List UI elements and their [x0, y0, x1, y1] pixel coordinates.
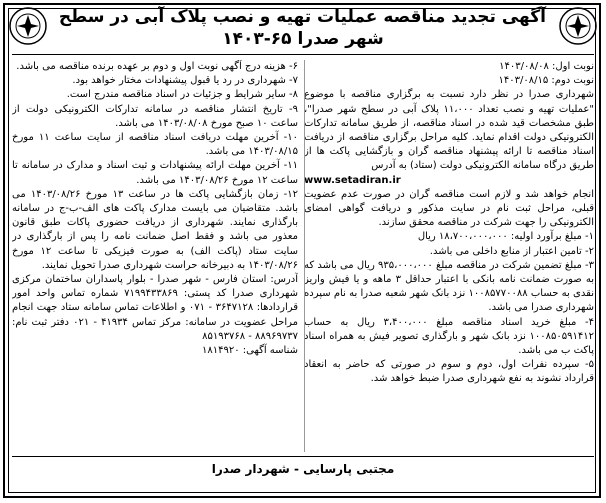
clause-7-acceptance: ۷- شهرداری در رد یا قبول پیشنهادات مختار خواهد بود. — [72, 75, 298, 87]
clause-5-deposit-forfeit: ۵- سپرده نفرات اول، دوم و سوم در صورتی که حاضر به انعقاد قرارداد نشوند به نفع شهرداری صدرا ضبط خواهد شد. — [304, 359, 594, 385]
contact-address: آدرس: استان فارس - شهر صدرا - بلوار پاسداران ساختمان مرکزی شهرداری صدرا کد پستی: ۷۱۹۹۴۳۳۸۶۹ شماره تماس واحد امور قراردادها: ۳۶۴۷۱۲۸ - ۰۷۱ و اطلاعات تماس سامانه ستاد جهت انجام مراحل عضویت در سامانه: مرکز تماس ۴۱۹۳۴ - ۰۲۱ دفتر ثبت نام: ۸۸۹۶۹۷۳۷ - ۸۵۱۹۳۷۶۸ — [12, 274, 298, 342]
clause-10-deadline-docs: ۱۰- آخرین مهلت دریافت اسناد مناقصه از سایت ساعت ۱۱ مورخ ۱۴۰۳/۰۸/۱۵ می باشد. — [12, 132, 298, 158]
column-separator — [304, 60, 305, 452]
clause-4-documents-fee: ۴- مبلغ خرید اسناد مناقصه مبلغ ۳،۴۰۰،۰۰۰ ریال به حساب ۱۰۰۸۵۰۵۹۱۴۱۲ نزد بانک شهر و بارگذاری تصویر فیش به همراه اسناد پاکت ب می باشد. — [304, 316, 594, 357]
clause-2-funding: ۲- تامین اعتبار از منابع داخلی می باشد. — [429, 245, 594, 257]
second-publication-date: نوبت دوم: ۱۴۰۳/۰۸/۱۵ — [498, 75, 594, 87]
notice-title-line-2: شهر صدرا ۶۵-۱۴۰۳ — [222, 29, 384, 49]
notice-intro: شهرداری صدرا در نظر دارد نسبت به برگزاری مناقصه با موضوع "عملیات تهیه و نصب تعداد ۱۱،۰۰۰ پلاک آبی در سطح شهر صدرا"، طبق مشخصات قید شده در اسناد مناقصه، از طریق سامانه تدارکات الکترونیکی دولت اقدام نماید. کلیه مراحل برگزاری مناقصه از دریافت اسناد مناقصه تا ارائه پیشنهاد مناقصه گران و بازگشایی پاکت ها از طریق درگاه سامانه الکترونیکی دولت (ستاد) به آدرس — [304, 89, 594, 172]
clause-8-details: ۸- سایر شرایط و جزئیات در اسناد مناقصه مندرج است. — [66, 89, 298, 101]
clause-1-estimate: ۱- مبلغ برآورد اولیه: ۱۸،۷۰۰،۰۰۰،۰۰۰ ریال — [417, 231, 594, 243]
clause-3-guarantee: ۳- مبلغ تضمین شرکت در مناقصه مبلغ ۹۳۵،۰۰۰،۰۰۰ ریال می باشد که به صورت ضمانت نامه بانکی با اعتبار حداقل ۳ ماهه و یا فیش واریز نقدی به حساب ۱۰۰۸۵۷۷۰۰۸۸ نزد بانک شهر شعبه صدرا به نام سپرده شهرداری صدرا می باشد. — [304, 259, 594, 314]
notice-left-column — [12, 60, 298, 452]
clause-11-deadline-bids: ۱۱- آخرین مهلت ارائه پیشنهادات و ثبت اسناد و مدارک در سامانه تا ساعت ۱۲ مورخ ۱۴۰۳/۰۸/۲۶ می باشد. — [12, 160, 298, 186]
municipality-emblem-icon — [8, 6, 48, 46]
clause-9-publication: ۹- تاریخ انتشار مناقصه در سامانه تدارکات الکترونیکی دولت از ساعت ۱۰ صبح مورخ ۱۴۰۳/۰۸/۰۸ می باشد. — [12, 103, 298, 129]
notice-right-column — [304, 60, 594, 452]
signature-divider — [12, 456, 594, 457]
notice-title-line-1: آگهی تجدید مناقصه عملیات تهیه و نصب پلاک آبی در سطح — [58, 7, 546, 27]
clause-12-opening: ۱۲- زمان بازگشایی پاکت ها در ساعت ۱۳ مورخ ۱۴۰۳/۰۸/۲۶ می باشد. متقاضیان می بایست مدارک پاکت های الف-ب-ج در سامانه بارگذاری نمایند. شهرداری از دریافت حضوری پاکات طبق قانون معذور می باشد و فقط اصل ضمانت نامه را پس از بارگذاری در سایت ستاد (پاکت الف) به صورت فیزیکی تا ساعت ۱۲ مورخ ۱۴۰۳/۰۸/۲۶ به دبیرخانه حراست شهرداری صدرا تحویل نمایند. — [12, 188, 298, 271]
title-divider — [12, 54, 594, 55]
registration-instructions: انجام خواهد شد و لازم است مناقصه گران در صورت عدم عضویت قبلی، مراحل ثبت نام در سایت مذکور و دریافت گواهی امضای الکترونیکی را جهت شرکت در مناقصه محقق سازند. — [304, 188, 594, 229]
municipality-emblem-icon — [558, 6, 598, 46]
clause-6-ad-cost: ۶- هزینه درج آگهی نوبت اول و دوم بر عهده برنده مناقصه می باشد. — [16, 61, 298, 72]
setad-website-link[interactable]: www.setadiran.ir — [304, 174, 401, 186]
mayor-signature: مجتبی پارسایی - شهردار صدرا — [211, 462, 395, 476]
notice-id: شناسه آگهی: ۱۸۱۴۹۲۰ — [201, 345, 298, 357]
first-publication-date: نوبت اول: ۱۴۰۳/۰۸/۰۸ — [499, 61, 594, 72]
notice-title — [60, 6, 546, 50]
